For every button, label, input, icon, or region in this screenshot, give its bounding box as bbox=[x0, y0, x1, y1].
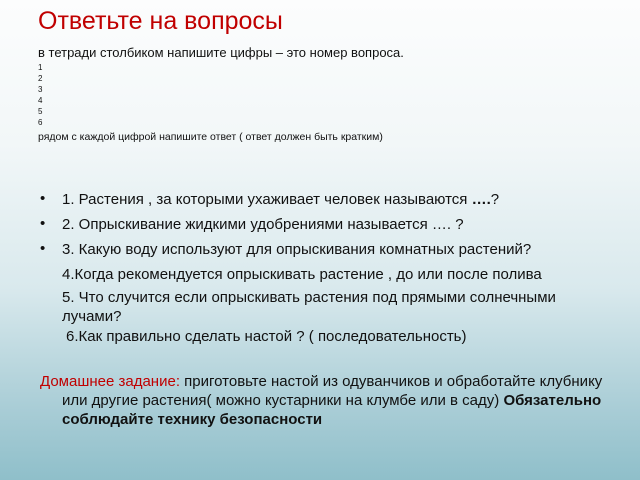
slide-title: Ответьте на вопросы bbox=[38, 7, 283, 35]
number-item: 4 bbox=[38, 96, 43, 105]
question-5-line-2: лучами? bbox=[62, 308, 122, 325]
bullet-icon: • bbox=[40, 215, 46, 232]
homework-label: Домашнее задание: bbox=[40, 373, 185, 390]
question-6: 6.Как правильно сделать настой ? ( последовательность) bbox=[66, 328, 467, 345]
slide-subtitle: в тетради столбиком напишите цифры – это номер вопроса. bbox=[38, 45, 404, 60]
question-5 bbox=[62, 288, 556, 326]
question-3: 3. Какую воду используют для опрыскивания комнатных растений? bbox=[62, 241, 532, 258]
question-1: 1. Растения , за которыми ухаживает человек называются ….? bbox=[62, 191, 500, 208]
number-list bbox=[38, 62, 42, 128]
number-item: 6 bbox=[38, 118, 43, 127]
question-2: 2. Опрыскивание жидкими удобрениями называется …. ? bbox=[62, 216, 464, 233]
question-5-line-1: 5. Что случится если опрыскивать растения под прямыми солнечными bbox=[62, 289, 556, 306]
homework-text: приготовьте настой из одуванчиков и обработайте клубнику или другие растения( можно кустарники на клумбе или в саду) bbox=[62, 373, 603, 409]
homework-safety-note: Обязательно соблюдайте технику безопасности bbox=[62, 392, 602, 428]
answer-instruction: рядом с каждой цифрой напишите ответ ( ответ должен быть кратким) bbox=[38, 131, 383, 143]
question-4: 4.Когда рекомендуется опрыскивать растение , до или после полива bbox=[62, 266, 542, 283]
bullet-icon: • bbox=[40, 240, 46, 257]
number-item: 1 bbox=[38, 63, 43, 72]
number-item: 3 bbox=[38, 85, 43, 94]
number-item: 2 bbox=[38, 74, 43, 83]
homework-block bbox=[40, 372, 622, 429]
bullet-icon: • bbox=[40, 190, 46, 207]
number-item: 5 bbox=[38, 107, 43, 116]
